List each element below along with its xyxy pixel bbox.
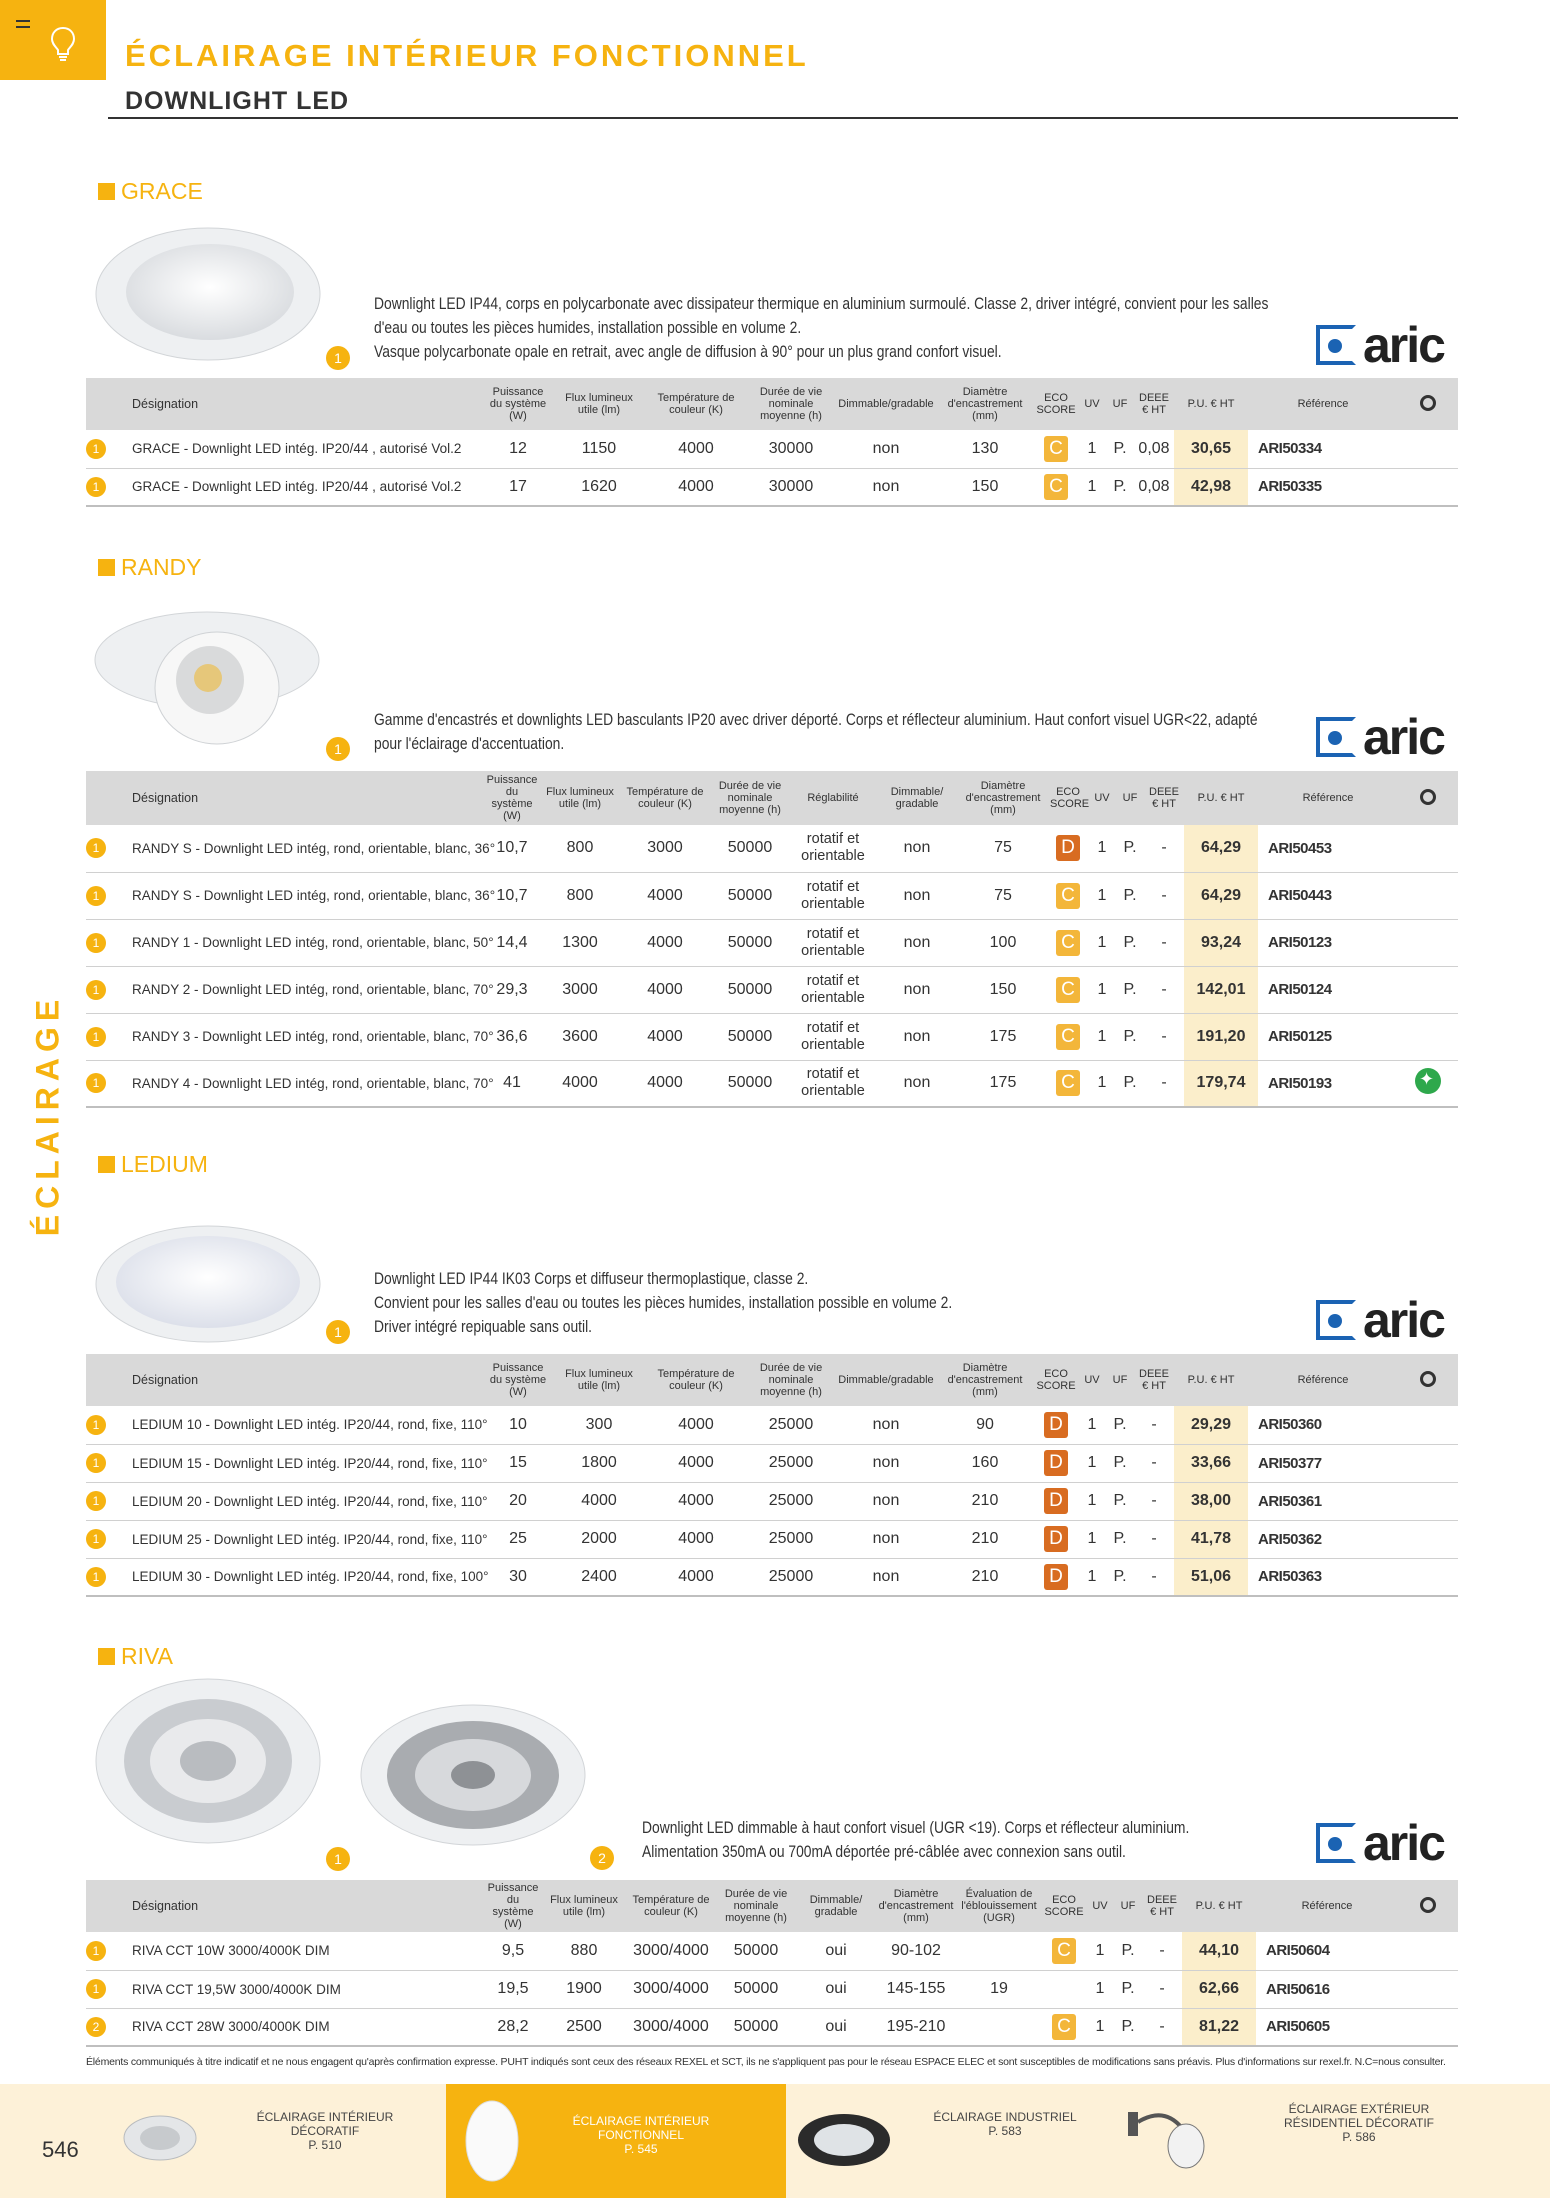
menu-icon[interactable] xyxy=(16,20,30,28)
table-row: 1 RANDY 2 - Downlight LED intég, rond, orientable, blanc, 70° 29,3 3000 4000 50000 rotatif et orientable non 150 C 1 P. - 142,01 ARI50124 xyxy=(86,966,1458,1013)
page-subtitle: DOWNLIGHT LED xyxy=(125,87,350,115)
eco-score-badge: D xyxy=(1044,1526,1068,1552)
header-divider xyxy=(108,117,1458,119)
exterieur-thumbnail xyxy=(1124,2102,1208,2178)
recycle-icon xyxy=(1420,789,1436,805)
table-row: 1 LEDIUM 15 - Downlight LED intég. IP20/44, rond, fixe, 110° 15 1800 4000 25000 non 160 D 1 P. - 33,66 ARI50377 xyxy=(86,1444,1458,1482)
grace-spec-table: Désignation Puissance du système (W) Flux lumineux utile (lm) Température de couleur (K) Durée de vie nominale moyenne (h) Dimmable/gradable Diamètre d'encastrement (mm) ECO SCORE UV UF DEEE € HT P.U. € HT Référence 1 GRACE - Downlight LED intég. IP20/44 , autorisé Vol.2 12 1150 4000 30000 non 130 C 1 P. 0,08 30,65 ARI50334 1 GRACE - Downlight LED intég. IP20/44 , autorisé Vol.2 17 1620 4000 30000 non 150 C 1 P. 0,08 42,98 ARI50335 xyxy=(86,378,1458,507)
image-badge: 1 xyxy=(326,1320,350,1344)
page-title: ÉCLAIRAGE INTÉRIEUR FONCTIONNEL xyxy=(125,38,809,73)
aric-logo: aric xyxy=(1316,1295,1444,1345)
image-badge: 1 xyxy=(326,1847,350,1871)
randy-description: Gamme d'encastrés et downlights LED basculants IP20 avec driver déporté. Corps et réflecteur aluminium. Haut confort visuel UGR<22, adapté pour l'éclairage d'accentuation. xyxy=(374,711,1258,753)
table-row: 1 RANDY 3 - Downlight LED intég, rond, orientable, blanc, 70° 36,6 3600 4000 50000 rotatif et orientable non 175 C 1 P. - 191,20 ARI50125 xyxy=(86,1013,1458,1060)
eco-score-badge: C xyxy=(1056,977,1080,1003)
eco-score-badge: D xyxy=(1044,1564,1068,1590)
eco-score-badge: D xyxy=(1056,835,1080,861)
table-row: 1 RANDY 1 - Downlight LED intég, rond, orientable, blanc, 50° 14,4 1300 4000 50000 rotatif et orientable non 100 C 1 P. - 93,24 ARI50123 xyxy=(86,919,1458,966)
footnote: Éléments communiqués à titre indicatif et ne nous engagent qu'après confirmation expresse. PUHT indiqués sont ceux des réseaux REXEL et SCT, ils ne s'appliquent pas pour le réseau ESPACE ELEC et sont susceptibles de modifications sans préavis. Plus d'informations sur rexel.fr. N.C=nous consulter. xyxy=(86,2056,1446,2068)
table-row: 1 RIVA CCT 19,5W 3000/4000K DIM 19,5 1900 3000/4000 50000 oui 145-155 19 1 P. - 62,66 ARI50616 xyxy=(86,1970,1458,2008)
recycle-icon xyxy=(1420,395,1436,411)
decoratif-thumbnail xyxy=(120,2110,200,2166)
image-badge: 1 xyxy=(326,346,350,370)
section-title-ledium: LEDIUM xyxy=(98,1151,208,1178)
eco-score-badge: C xyxy=(1052,2014,1076,2040)
section-title-riva: RIVA xyxy=(98,1643,173,1670)
lightbulb-icon xyxy=(50,26,76,64)
table-row: 2 RIVA CCT 28W 3000/4000K DIM 28,2 2500 3000/4000 50000 oui 195-210 C 1 P. - 81,22 ARI50605 xyxy=(86,2008,1458,2046)
randy-spec-table: Désignation Puissance du système (W) Flux lumineux utile (lm) Température de couleur (K) Durée de vie nominale moyenne (h) Réglabilité Dimmable/ gradable Diamètre d'encastrement (mm) ECO SCORE UV UF DEEE € HT P.U. € HT Référence 1 RANDY S - Downlight LED intég, rond, orientable, blanc, 36° 10,7 800 3000 50000 rotatif et orientable non 75 D 1 P. - 64,29 ARI50453 1 RANDY S - Downlight LED intég, rond, orientable, blanc, 36° 10,7 800 4000 50000 rotatif et orientable non 75 C 1 P. - 64,29 ARI50443 1 RANDY 1 - Downlight LED intég, rond, orientable, blanc, 50° 14,4 1300 4000 50000 rotatif et orientable non 100 C 1 P. - 93,24 ARI50123 1 RANDY 2 - Downlight LED intég, rond, orientable, blanc, 70° 29,3 3000 4000 50000 rotatif et orientable non 150 C 1 P. - 142,01 ARI50124 1 RANDY 3 - Downlight LED intég, rond, orientable, blanc, 70° 36,6 3600 4000 50000 rotatif et orientable non 175 C 1 P. - 191,20 ARI50125 1 RANDY 4 - Downlight LED intég, rond, orientable, blanc, 70° 41 4000 4000 50000 rotatif et orientable non 175 C 1 P. - 179,74 ARI50193 ✦ xyxy=(86,771,1458,1108)
industriel-thumbnail xyxy=(794,2110,894,2170)
eco-score-badge: C xyxy=(1052,1938,1076,1964)
table-row: 1 LEDIUM 20 - Downlight LED intég. IP20/44, rond, fixe, 110° 20 4000 4000 25000 non 210 D 1 P. - 38,00 ARI50361 xyxy=(86,1482,1458,1520)
footer-nav-decoratif[interactable]: ÉCLAIRAGE INTÉRIEUR DÉCORATIF P. 510 xyxy=(110,2084,440,2198)
table-row: 1 LEDIUM 25 - Downlight LED intég. IP20/44, rond, fixe, 110° 25 2000 4000 25000 non 210 D 1 P. - 41,78 ARI50362 xyxy=(86,1520,1458,1558)
table-row: 1 LEDIUM 10 - Downlight LED intég. IP20/44, rond, fixe, 110° 10 300 4000 25000 non 90 D 1 P. - 29,29 ARI50360 xyxy=(86,1406,1458,1444)
footer-nav-fonctionnel[interactable]: ÉCLAIRAGE INTÉRIEUR FONCTIONNEL P. 545 xyxy=(446,2084,786,2198)
image-badge: 2 xyxy=(590,1846,614,1870)
section-title-grace: GRACE xyxy=(98,178,203,205)
footer-nav-industriel[interactable]: ÉCLAIRAGE INDUSTRIEL P. 583 xyxy=(790,2084,1120,2198)
eco-score-badge: D xyxy=(1044,1488,1068,1514)
ledium-spec-table: Désignation Puissance du système (W) Flux lumineux utile (lm) Température de couleur (K) Durée de vie nominale moyenne (h) Dimmable/gradable Diamètre d'encastrement (mm) ECO SCORE UV UF DEEE € HT P.U. € HT Référence 1 LEDIUM 10 - Downlight LED intég. IP20/44, rond, fixe, 110° 10 300 4000 25000 non 90 D 1 P. - 29,29 ARI50360 1 LEDIUM 15 - Downlight LED intég. IP20/44, rond, fixe, 110° 15 1800 4000 25000 non 160 D 1 P. - 33,66 ARI50377 1 LEDIUM 20 - Downlight LED intég. IP20/44, rond, fixe, 110° 20 4000 4000 25000 non 210 D 1 P. - 38,00 ARI50361 1 LEDIUM 25 - Downlight LED intég. IP20/44, rond, fixe, 110° 25 2000 4000 25000 non 210 D 1 P. - 41,78 ARI50362 1 LEDIUM 30 - Downlight LED intég. IP20/44, rond, fixe, 100° 30 2400 4000 25000 non 210 D 1 P. - 51,06 ARI50363 xyxy=(86,1354,1458,1597)
riva-product-image-1 xyxy=(92,1676,324,1846)
eco-score-badge: C xyxy=(1056,1070,1080,1096)
eco-score-badge: C xyxy=(1056,1024,1080,1050)
table-row: 1 GRACE - Downlight LED intég. IP20/44 , autorisé Vol.2 12 1150 4000 30000 non 130 C 1 P. 0,08 30,65 ARI50334 xyxy=(86,430,1458,468)
eco-score-badge: C xyxy=(1044,436,1068,462)
randy-product-image xyxy=(92,602,322,752)
fonctionnel-thumbnail xyxy=(462,2096,522,2186)
aric-logo: aric xyxy=(1316,320,1444,370)
table-row: 1 GRACE - Downlight LED intég. IP20/44 , autorisé Vol.2 17 1620 4000 30000 non 150 C 1 P. 0,08 42,98 ARI50335 xyxy=(86,468,1458,506)
eco-score-badge: D xyxy=(1044,1412,1068,1438)
aric-logo: aric xyxy=(1316,1818,1444,1868)
table-row: 1 LEDIUM 30 - Downlight LED intég. IP20/44, rond, fixe, 100° 30 2400 4000 25000 non 210 D 1 P. - 51,06 ARI50363 xyxy=(86,1558,1458,1596)
table-row: 1 RANDY S - Downlight LED intég, rond, orientable, blanc, 36° 10,7 800 3000 50000 rotatif et orientable non 75 D 1 P. - 64,29 ARI50453 xyxy=(86,825,1458,872)
section-title-randy: RANDY xyxy=(98,554,202,581)
image-badge: 1 xyxy=(326,737,350,761)
grace-description: Downlight LED IP44, corps en polycarbonate avec dissipateur thermique en aluminium surmoulé. Classe 2, driver intégré, convient pour les salles d'eau ou toutes les pièces humides, installation possible en volume 2. Vasque polycarbonate opale en retrait, avec angle de diffusion à 90° pour un plus grand confort visuel. xyxy=(374,295,1269,361)
riva-product-image-2 xyxy=(356,1700,590,1850)
eco-score-badge: D xyxy=(1044,1450,1068,1476)
ledium-product-image xyxy=(92,1222,324,1346)
eco-score-badge: C xyxy=(1056,883,1080,909)
table-row: 1 RIVA CCT 10W 3000/4000K DIM 9,5 880 3000/4000 50000 oui 90-102 C 1 P. - 44,10 ARI50604 xyxy=(86,1932,1458,1970)
side-category-label: ÉCLAIRAGE xyxy=(29,993,66,1237)
page-number: 546 xyxy=(42,2137,79,2162)
riva-spec-table: Désignation Puissance du système (W) Flux lumineux utile (lm) Température de couleur (K) Durée de vie nominale moyenne (h) Dimmable/ gradable Diamètre d'encastrement (mm) Évaluation de l'éblouissement (UGR) ECO SCORE UV UF DEEE € HT P.U. € HT Référence 1 RIVA CCT 10W 3000/4000K DIM 9,5 880 3000/4000 50000 oui 90-102 C 1 P. - 44,10 ARI50604 1 RIVA CCT 19,5W 3000/4000K DIM 19,5 1900 3000/4000 50000 oui 145-155 19 1 P. - 62,66 ARI50616 2 RIVA CCT 28W 3000/4000K DIM 28,2 2500 3000/4000 50000 oui 195-210 C 1 P. - 81,22 ARI50605 xyxy=(86,1880,1458,2047)
aric-logo: aric xyxy=(1316,712,1444,762)
riva-description: Downlight LED dimmable à haut confort visuel (UGR <19). Corps et réflecteur aluminium. Alimentation 350mA ou 700mA déportée pré-câblée avec connexion sans outil. xyxy=(642,1819,1190,1861)
eco-score-badge: C xyxy=(1056,930,1080,956)
ledium-description: Downlight LED IP44 IK03 Corps et diffuseur thermoplastique, classe 2. Convient pour les salles d'eau ou toutes les pièces humides, installation possible en volume 2. Driver intégré repiquable sans outil. xyxy=(374,1270,953,1336)
footer-nav-exterieur[interactable]: ÉCLAIRAGE EXTÉRIEUR RÉSIDENTIEL DÉCORATIF P. 586 xyxy=(1124,2084,1464,2198)
table-row: 1 RANDY 4 - Downlight LED intég, rond, orientable, blanc, 70° 41 4000 4000 50000 rotatif et orientable non 175 C 1 P. - 179,74 ARI50193 ✦ xyxy=(86,1060,1458,1107)
recycle-icon xyxy=(1420,1897,1436,1913)
grace-product-image xyxy=(92,224,324,364)
table-row: 1 RANDY S - Downlight LED intég, rond, orientable, blanc, 36° 10,7 800 4000 50000 rotatif et orientable non 75 C 1 P. - 64,29 ARI50443 xyxy=(86,872,1458,919)
recycle-icon xyxy=(1420,1371,1436,1387)
environment-label-icon xyxy=(1415,1068,1441,1094)
eco-score-badge: C xyxy=(1044,474,1068,500)
